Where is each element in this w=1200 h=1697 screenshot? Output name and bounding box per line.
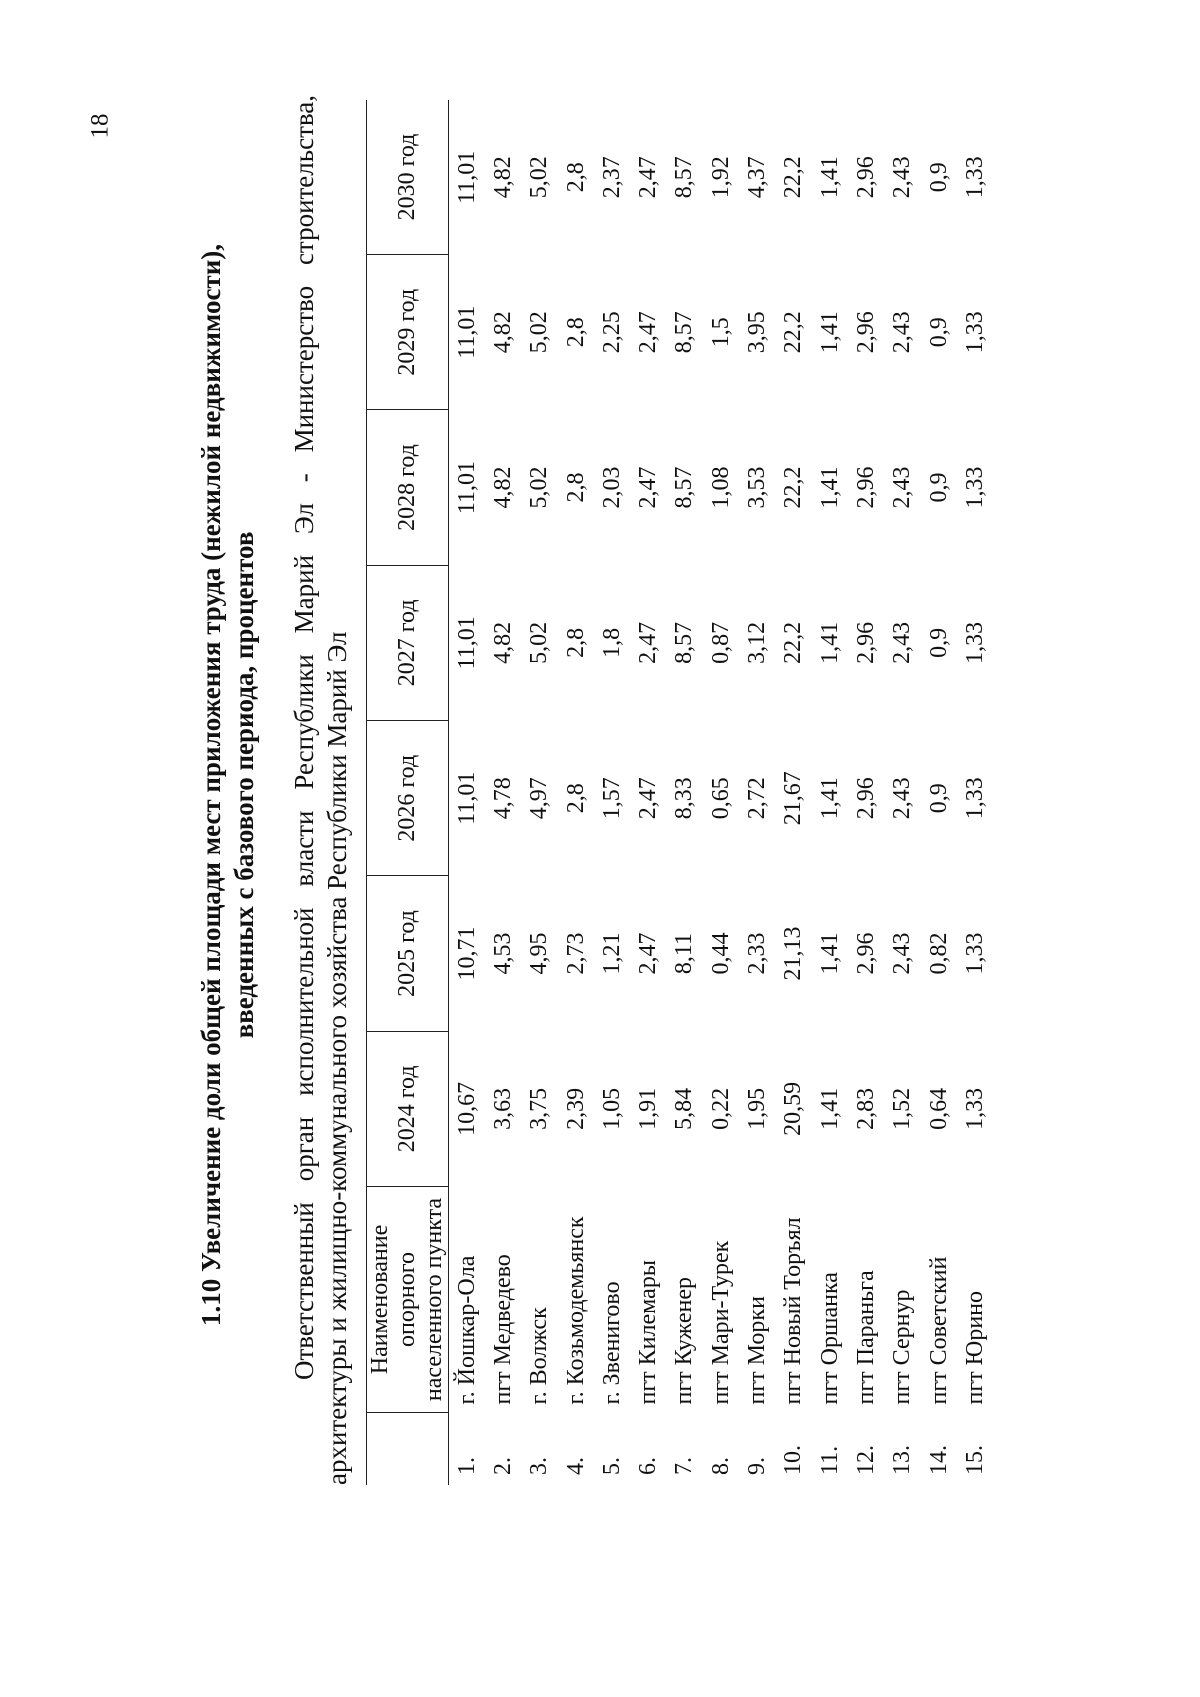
value-cell: 1,5 xyxy=(707,317,734,348)
value-cell: 2,47 xyxy=(635,621,662,664)
row-number: 12. xyxy=(852,1445,879,1475)
value-cell: 0,44 xyxy=(707,932,734,975)
value-cell: 11,01 xyxy=(453,771,480,825)
value-cell: 2,96 xyxy=(852,777,879,820)
settlement-name: г. Волжск xyxy=(526,1307,553,1405)
row-number: 7. xyxy=(671,1457,698,1475)
header-year: 2026 год xyxy=(367,721,449,876)
value-cell: 1,05 xyxy=(598,1087,625,1130)
table-header xyxy=(367,100,449,1485)
header-year: 2025 год xyxy=(367,876,449,1031)
value-cell: 2,43 xyxy=(889,311,916,354)
value-cell: 0,9 xyxy=(925,627,952,658)
table-row xyxy=(485,100,521,1485)
row-number: 13. xyxy=(889,1445,916,1475)
value-cell: 4,78 xyxy=(489,777,516,820)
settlement-name: пгт Килемары xyxy=(635,1260,662,1405)
header-settlement-name: Наименование опорного населенного пункта xyxy=(367,1187,449,1413)
value-cell: 2,96 xyxy=(852,156,879,199)
value-cell: 1,41 xyxy=(816,466,843,509)
table-row xyxy=(594,100,630,1485)
table-row xyxy=(957,100,993,1485)
table-row xyxy=(739,100,775,1485)
row-number: 4. xyxy=(562,1457,589,1475)
value-cell: 2,33 xyxy=(744,932,771,975)
value-cell: 2,96 xyxy=(852,311,879,354)
value-cell: 2,47 xyxy=(635,932,662,975)
value-cell: 0,22 xyxy=(707,1087,734,1130)
table-row xyxy=(522,100,558,1485)
value-cell: 20,59 xyxy=(780,1081,807,1136)
header-row xyxy=(367,100,449,1485)
value-cell: 0,87 xyxy=(707,621,734,664)
value-cell: 1,21 xyxy=(598,932,625,975)
row-number: 3. xyxy=(526,1457,553,1475)
value-cell: 1,8 xyxy=(598,627,625,658)
page-number: 18 xyxy=(86,113,114,139)
value-cell: 2,8 xyxy=(562,627,589,658)
value-cell: 3,75 xyxy=(526,1087,553,1130)
value-cell: 2,43 xyxy=(889,466,916,509)
value-cell: 0,9 xyxy=(925,162,952,193)
value-cell: 0,65 xyxy=(707,777,734,820)
value-cell: 11,01 xyxy=(453,616,480,670)
value-cell: 2,47 xyxy=(635,777,662,820)
settlement-name: пгт Куженер xyxy=(671,1277,698,1405)
value-cell: 1,52 xyxy=(889,1087,916,1130)
settlement-name: пгт Юрино xyxy=(961,1290,988,1405)
header-year: 2030 год xyxy=(367,100,449,255)
value-cell: 21,67 xyxy=(780,771,807,826)
row-number: 9. xyxy=(744,1457,771,1475)
value-cell: 1,41 xyxy=(816,311,843,354)
row-number: 14. xyxy=(925,1445,952,1475)
value-cell: 2,37 xyxy=(598,156,625,199)
value-cell: 2,43 xyxy=(889,621,916,664)
table-row xyxy=(667,100,703,1485)
value-cell: 1,33 xyxy=(961,932,988,975)
value-cell: 4,97 xyxy=(526,777,553,820)
header-year: 2024 год xyxy=(367,1031,449,1186)
value-cell: 8,57 xyxy=(671,156,698,199)
value-cell: 1,92 xyxy=(707,156,734,199)
value-cell: 2,72 xyxy=(744,777,771,820)
table-body xyxy=(449,100,994,1485)
rotated-content xyxy=(195,85,1015,1485)
settlement-name: пгт Советский xyxy=(925,1256,952,1405)
value-cell: 2,47 xyxy=(635,466,662,509)
value-cell: 8,57 xyxy=(671,621,698,664)
settlement-name: г. Звенигово xyxy=(598,1281,625,1405)
value-cell: 1,33 xyxy=(961,311,988,354)
row-number: 5. xyxy=(598,1457,625,1475)
value-cell: 1,33 xyxy=(961,156,988,199)
value-cell: 8,11 xyxy=(671,932,698,975)
settlement-name: пгт Сернур xyxy=(889,1289,916,1405)
header-year: 2029 год xyxy=(367,255,449,410)
indicator-table xyxy=(366,100,993,1485)
value-cell: 2,8 xyxy=(562,783,589,814)
settlement-name: пгт Мари-Турек xyxy=(707,1240,734,1405)
value-cell: 8,57 xyxy=(671,311,698,354)
value-cell: 4,82 xyxy=(489,156,516,199)
value-cell: 2,8 xyxy=(562,317,589,348)
table-row xyxy=(449,100,486,1485)
value-cell: 10,67 xyxy=(453,1081,480,1136)
value-cell: 5,02 xyxy=(526,156,553,199)
value-cell: 2,03 xyxy=(598,466,625,509)
table-row xyxy=(812,100,848,1485)
value-cell: 1,41 xyxy=(816,1087,843,1130)
value-cell: 1,95 xyxy=(744,1087,771,1130)
header-number xyxy=(367,1413,449,1486)
table-row xyxy=(630,100,666,1485)
value-cell: 1,41 xyxy=(816,621,843,664)
value-cell: 5,02 xyxy=(526,621,553,664)
row-number: 6. xyxy=(635,1457,662,1475)
value-cell: 5,02 xyxy=(526,466,553,509)
value-cell: 4,37 xyxy=(744,156,771,199)
value-cell: 2,47 xyxy=(635,311,662,354)
value-cell: 2,73 xyxy=(562,932,589,975)
value-cell: 4,82 xyxy=(489,311,516,354)
value-cell: 22,2 xyxy=(780,156,807,199)
section-title xyxy=(195,85,261,1485)
value-cell: 1,41 xyxy=(816,777,843,820)
section-title-line-1: 1.10 Увеличение доли общей площади мест приложения труда (нежилой недвижимости), xyxy=(196,244,226,1326)
value-cell: 8,33 xyxy=(671,777,698,820)
value-cell: 1,41 xyxy=(816,156,843,199)
value-cell: 4,95 xyxy=(526,932,553,975)
value-cell: 22,2 xyxy=(780,466,807,509)
value-cell: 4,53 xyxy=(489,932,516,975)
header-year: 2028 год xyxy=(367,410,449,565)
table-row xyxy=(885,100,921,1485)
table-row xyxy=(776,100,812,1485)
value-cell: 2,47 xyxy=(635,156,662,199)
value-cell: 1,33 xyxy=(961,466,988,509)
row-number: 11. xyxy=(816,1445,843,1475)
value-cell: 1,33 xyxy=(961,621,988,664)
value-cell: 3,95 xyxy=(744,311,771,354)
row-number: 8. xyxy=(707,1457,734,1475)
section-title-line-2: введенных с базового периода, процентов xyxy=(229,531,259,1039)
value-cell: 3,63 xyxy=(489,1087,516,1130)
value-cell: 0,82 xyxy=(925,932,952,975)
value-cell: 2,83 xyxy=(852,1087,879,1130)
value-cell: 1,33 xyxy=(961,1087,988,1130)
value-cell: 1,41 xyxy=(816,932,843,975)
settlement-name: г. Козьмодемьянск xyxy=(562,1216,589,1405)
responsible-authority: Ответственный орган исполнительной власти Республики Марий Эл - Министерство строительства, архитектуры и жилищно-коммунального хозяйства Республики Марий Эл xyxy=(289,95,352,1485)
value-cell: 21,13 xyxy=(780,926,807,981)
settlement-name: пгт Новый Торъял xyxy=(780,1217,807,1405)
row-number: 10. xyxy=(780,1445,807,1475)
row-number: 1. xyxy=(453,1457,480,1475)
value-cell: 3,53 xyxy=(744,466,771,509)
table-row xyxy=(703,100,739,1485)
settlement-name: г. Йошкар-Ола xyxy=(453,1255,480,1405)
value-cell: 2,39 xyxy=(562,1087,589,1130)
value-cell: 11,01 xyxy=(453,305,480,359)
value-cell: 2,96 xyxy=(852,932,879,975)
value-cell: 0,9 xyxy=(925,783,952,814)
settlement-name: пгт Оршанка xyxy=(816,1272,843,1405)
settlement-name: пгт Параньга xyxy=(852,1270,879,1405)
value-cell: 2,96 xyxy=(852,466,879,509)
value-cell: 5,84 xyxy=(671,1087,698,1130)
value-cell: 2,43 xyxy=(889,156,916,199)
value-cell: 3,12 xyxy=(744,621,771,664)
value-cell: 10,71 xyxy=(453,926,480,981)
value-cell: 1,57 xyxy=(598,777,625,820)
value-cell: 1,08 xyxy=(707,466,734,509)
settlement-name: пгт Медведево xyxy=(489,1254,516,1405)
value-cell: 2,96 xyxy=(852,621,879,664)
value-cell: 1,33 xyxy=(961,777,988,820)
value-cell: 2,43 xyxy=(889,932,916,975)
table-row xyxy=(558,100,594,1485)
value-cell: 11,01 xyxy=(453,460,480,515)
value-cell: 2,43 xyxy=(889,777,916,820)
value-cell: 0,9 xyxy=(925,472,952,503)
value-cell: 0,9 xyxy=(925,317,952,348)
value-cell: 5,02 xyxy=(526,311,553,354)
header-year: 2027 год xyxy=(367,565,449,720)
value-cell: 0,64 xyxy=(925,1087,952,1130)
value-cell: 4,82 xyxy=(489,466,516,509)
value-cell: 2,8 xyxy=(562,472,589,503)
value-cell: 8,57 xyxy=(671,466,698,509)
row-number: 15. xyxy=(961,1445,988,1475)
table-row xyxy=(848,100,884,1485)
value-cell: 22,2 xyxy=(780,311,807,354)
value-cell: 22,2 xyxy=(780,621,807,664)
value-cell: 11,01 xyxy=(453,150,480,204)
value-cell: 2,8 xyxy=(562,162,589,193)
value-cell: 2,25 xyxy=(598,311,625,354)
settlement-name: пгт Морки xyxy=(744,1296,771,1405)
value-cell: 1,91 xyxy=(635,1087,662,1130)
value-cell: 4,82 xyxy=(489,621,516,664)
row-number: 2. xyxy=(489,1457,516,1475)
table-row xyxy=(921,100,957,1485)
